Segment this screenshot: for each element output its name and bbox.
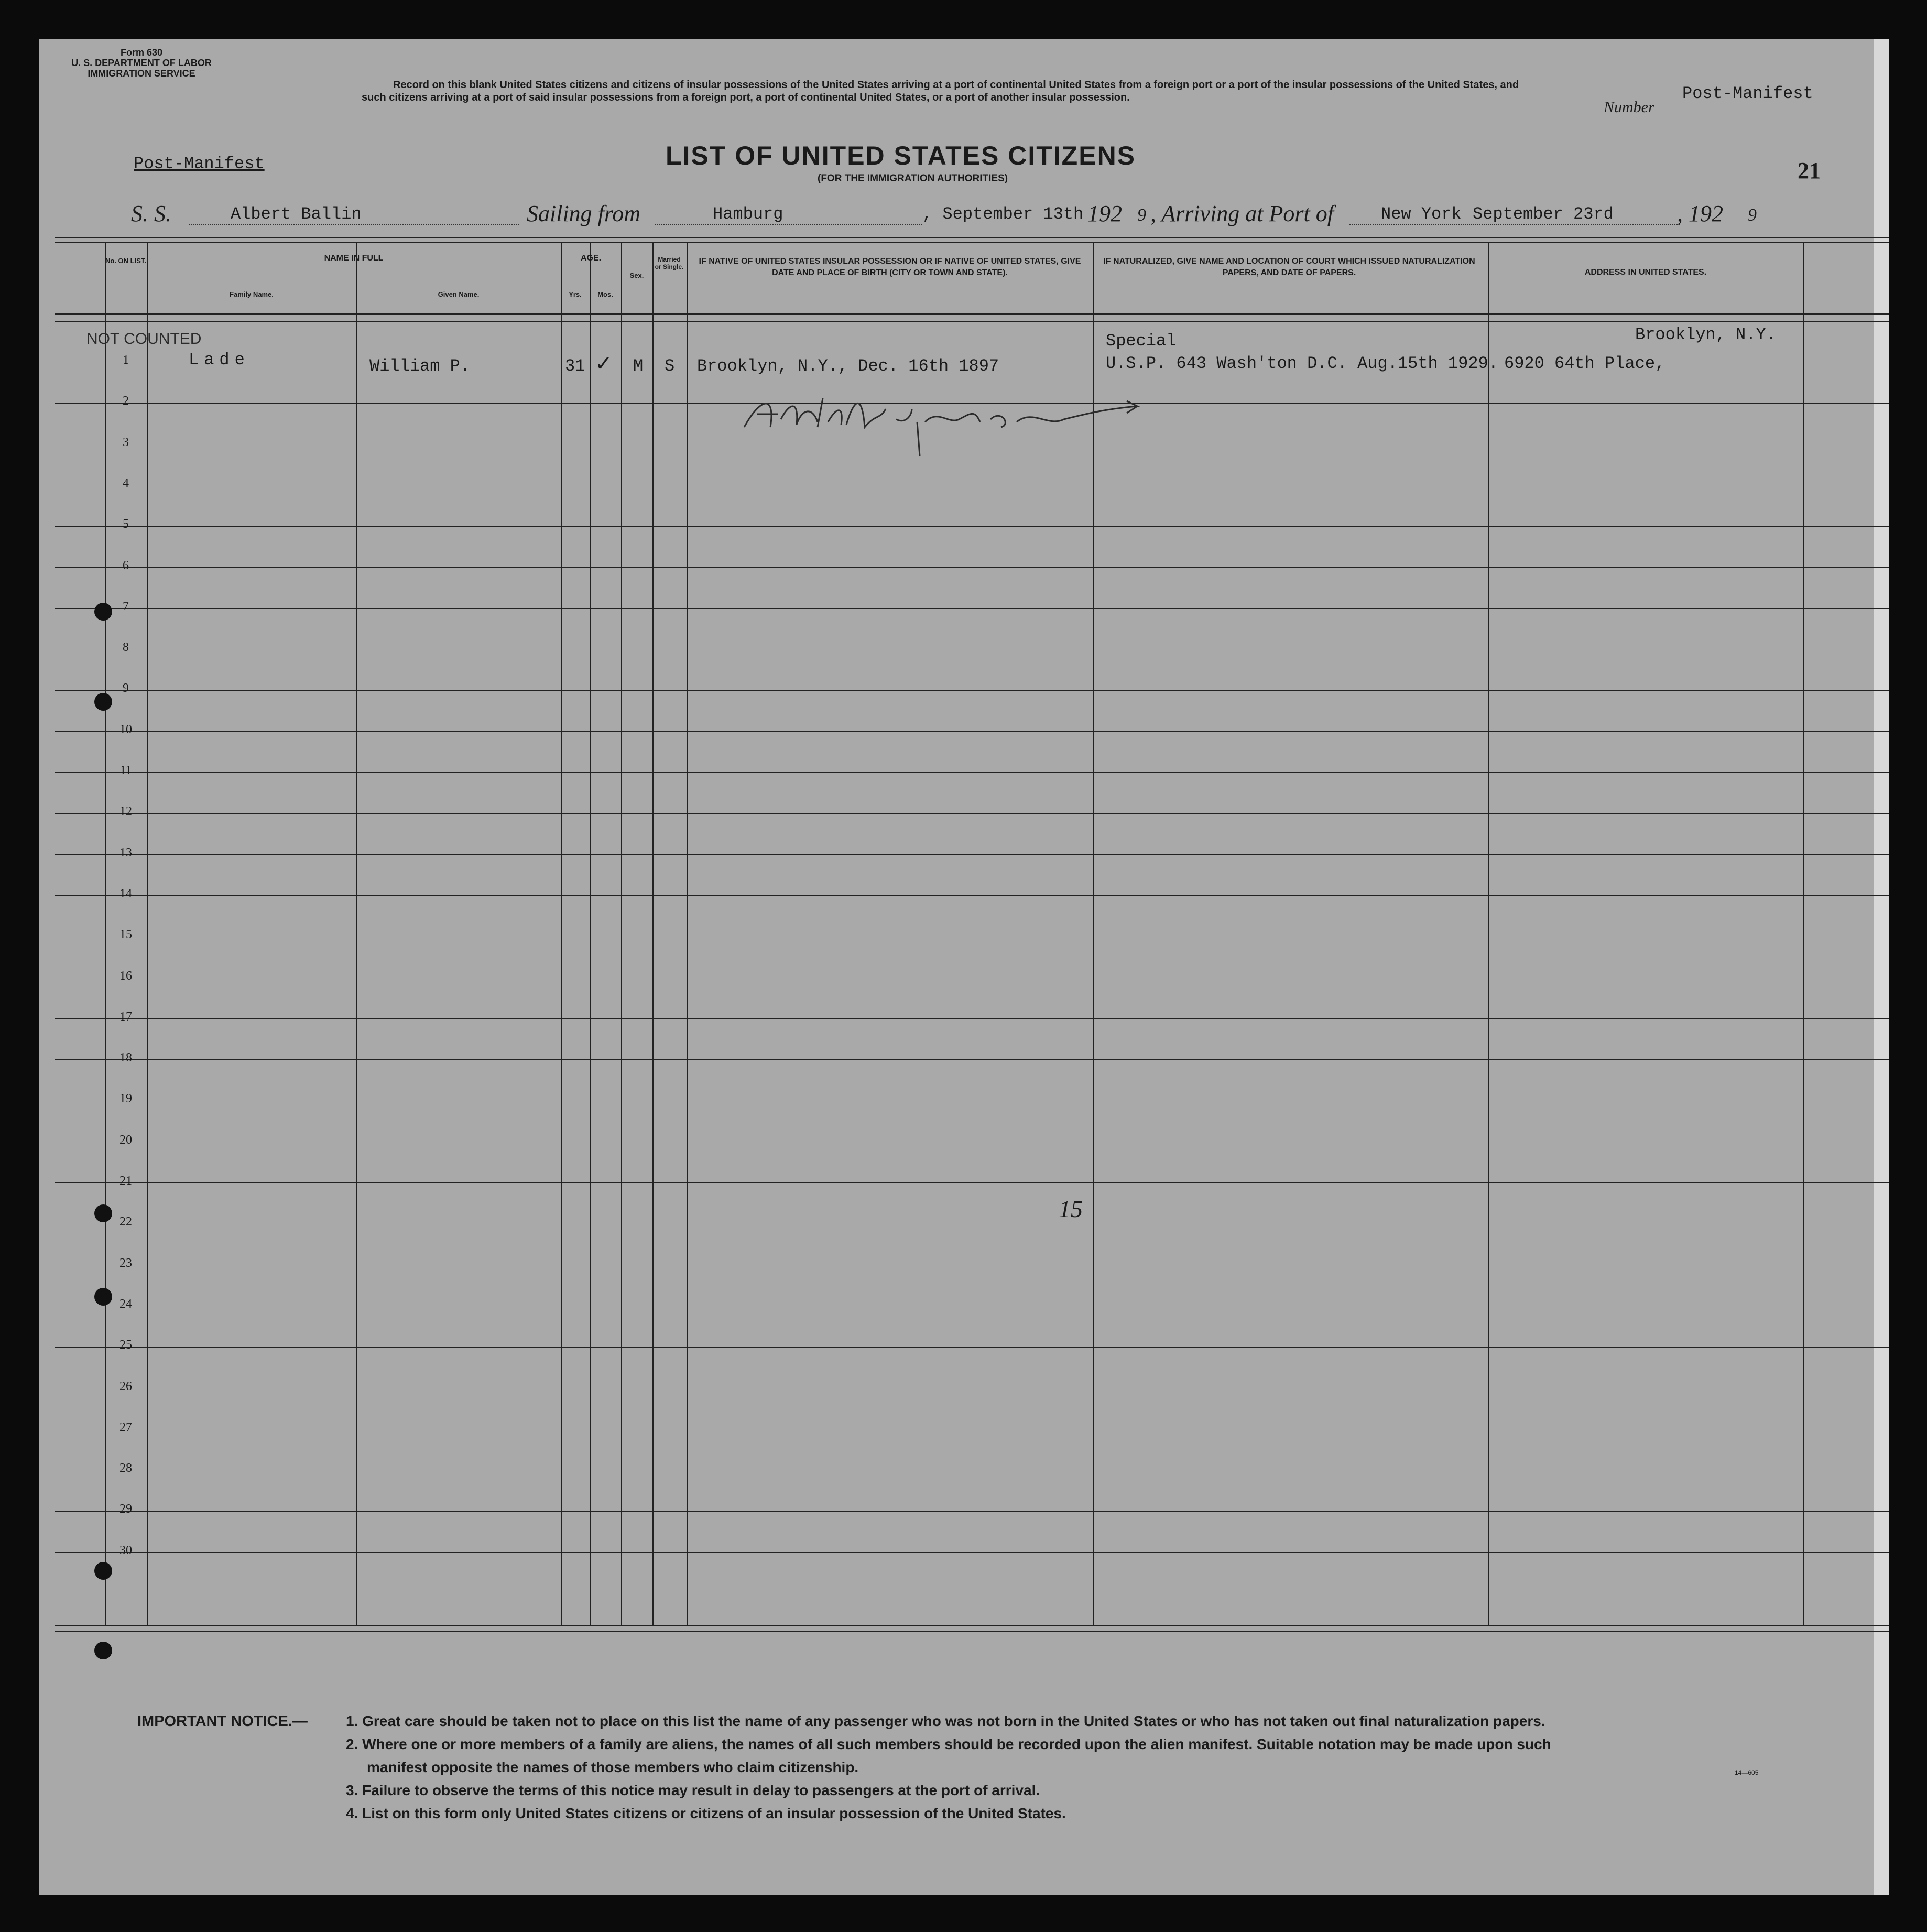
entry-age-years: 31 [565,356,585,376]
row-rule [55,813,1889,814]
header-yrs: Yrs. [569,290,582,298]
arrival-date: September 23rd [1473,204,1614,224]
row-number: 1 [123,353,129,367]
column-rule [1803,242,1804,1625]
row-rule [55,1018,1889,1019]
header-bottom-rule-inner [55,321,1889,322]
row-number: 13 [119,846,132,860]
header-address: ADDRESS IN UNITED STATES. [1584,268,1707,277]
header-family-name: Family Name. [230,290,274,298]
row-rule [55,1182,1889,1183]
header-sex: Sex. [629,272,644,279]
row-number: 25 [119,1338,132,1352]
signature-text: A Hibley · Insp 9th av [749,455,813,463]
year-prefix-2: , 192 [1677,201,1723,226]
entry-birth: Brooklyn, N.Y., Dec. 16th 1897 [697,356,999,376]
page-subtitle: (FOR THE IMMIGRATION AUTHORITIES) [818,173,1008,184]
manifest-sheet [39,39,1884,1895]
column-rule [687,242,688,1625]
row-rule [55,854,1889,855]
row-number: 10 [119,723,132,736]
service-name: IMMIGRATION SERVICE [88,68,195,79]
arrival-port: New York [1381,204,1462,224]
year-digit-1: 9 [1137,205,1146,225]
form-instructions: Record on this blank United States citizens and citizens of insular possessions of the United States arriving at a port of continental United States from a foreign port or a port of the insular possessions of the United States, and such citizens arriving at a port of said insular possessions from a foreign port, a port of continental United States, or a port of another insular possession. [362,79,1519,103]
sailing-from-label: Sailing from [527,201,641,226]
punch-hole [94,1288,112,1306]
row-number: 18 [119,1051,132,1065]
entry-address-line2: 6920 64th Place, [1504,354,1665,373]
row-number: 26 [119,1380,132,1393]
header-name-in-full: NAME IN FULL [324,254,384,263]
table-bottom-rule [55,1625,1889,1626]
row-number: 2 [123,394,129,408]
row-rule [55,608,1889,609]
row-rule [55,731,1889,732]
row-number: 27 [119,1420,132,1434]
punch-hole [94,603,112,621]
row-number: 24 [119,1297,132,1311]
row-rule [55,567,1889,568]
notice-item-2-cont: manifest opposite the names of those members who claim citizenship. [367,1759,859,1775]
notice-heading: IMPORTANT NOTICE.— [137,1713,308,1730]
table-top-rule-inner [55,242,1889,243]
table-bottom-rule-inner [55,1631,1889,1632]
not-counted-stamp: NOT COUNTED [86,330,202,348]
column-rule [561,242,562,1625]
row-number: 5 [123,517,129,531]
margin-number: 15 [1059,1196,1083,1222]
page-title: LIST OF UNITED STATES CITIZENS [666,141,1136,170]
arrival-underline [1349,224,1680,225]
row-number: 12 [119,805,132,818]
page-number: 21 [1798,158,1821,183]
inspector-signature [739,377,1148,466]
column-rule [652,242,654,1625]
row-number: 30 [119,1544,132,1557]
ship-underline [189,224,519,225]
punch-hole [94,1204,112,1222]
entry-age-check: ✓ [595,352,613,375]
row-number: 6 [123,559,129,572]
row-rule [55,1552,1889,1553]
departure-underline [655,224,922,225]
notice-item-3: 3. Failure to observe the terms of this notice may result in delay to passengers at the port of arrival. [346,1782,1040,1798]
row-rule [55,1511,1889,1512]
row-number: 14 [119,887,132,900]
header-native-birth: IF NATIVE OF UNITED STATES INSULAR POSSESSION OR IF NATIVE OF UNITED STATES, GIVE DATE AND PLACE OF BIRTH (CITY OR TOWN AND STATE). [699,257,1081,277]
header-no-on-list: No. ON LIST. [105,257,146,265]
number-value: Post-Manifest [1682,84,1813,103]
entry-naturalized-line2: U.S.P. 643 Wash'ton D.C. Aug.15th 1929. [1106,354,1498,373]
column-rule [590,242,591,1625]
number-label: Number [1604,99,1654,116]
notice-item-4: 4. List on this form only United States citizens or citizens of an insular possession of the United States. [346,1805,1066,1821]
table-top-rule [55,237,1889,238]
department-name: U. S. DEPARTMENT OF LABOR [71,58,212,68]
punch-hole [94,693,112,711]
notice-item-2: 2. Where one or more members of a family are aliens, the names of all such members should be recorded upon the alien manifest. Suitable notation may be made upon such [346,1736,1551,1752]
form-identifier [68,47,215,79]
row-number: 3 [123,436,129,449]
entry-sex: M [633,356,644,376]
row-number: 8 [123,641,129,654]
row-number: 7 [123,600,129,613]
row-number: 23 [119,1256,132,1270]
entry-married-single: S [665,356,675,376]
row-rule [55,772,1889,773]
header-bottom-rule [55,313,1889,315]
row-number: 29 [119,1502,132,1516]
year-prefix-1: 192 [1087,201,1122,226]
header-married-single: Married or Single. [655,256,684,270]
header-given-name: Given Name. [438,290,480,298]
ss-label: S. S. [131,201,171,226]
row-rule [55,690,1889,691]
row-number: 15 [119,928,132,941]
departure-port: Hamburg [713,204,783,224]
column-rule [1488,242,1489,1625]
entry-family-name: Lade [189,350,250,370]
notice-item-1: 1. Great care should be taken not to place on this list the name of any passenger who was not born in the United States or who has not taken out final naturalization papers. [346,1713,1545,1729]
row-number: 11 [119,764,132,777]
year-digit-2: 9 [1748,205,1757,225]
row-number: 17 [119,1010,132,1024]
arriving-label: , Arriving at Port of [1150,201,1334,226]
row-number: 9 [123,681,129,695]
post-manifest-annotation: Post-Manifest [134,154,265,173]
row-number: 16 [119,969,132,983]
row-number: 21 [119,1174,132,1188]
header-age: AGE. [580,254,602,263]
row-rule [55,895,1889,896]
column-rule [621,242,622,1625]
column-rule [356,242,357,1625]
form-number: Form 630 [120,47,163,58]
row-number: 22 [119,1215,132,1229]
sailing-date: , September 13th [922,204,1084,224]
entry-address-line1: Brooklyn, N.Y. [1635,325,1776,344]
row-rule [55,526,1889,527]
sheet-edge [1874,39,1889,1895]
ship-name: Albert Ballin [231,204,362,224]
row-rule [55,1347,1889,1348]
entry-given-name: William P. [369,356,471,376]
row-number: 28 [119,1461,132,1475]
row-number: 4 [123,476,129,490]
header-mos: Mos. [597,290,613,298]
entry-naturalized-line1: Special [1106,331,1177,351]
punch-hole [94,1562,112,1580]
row-number: 20 [119,1133,132,1147]
header-naturalized: IF NATURALIZED, GIVE NAME AND LOCATION OF COURT WHICH ISSUED NATURALIZATION PAPERS, AND DATE OF PAPERS. [1103,257,1475,277]
print-code: 14—605 [1735,1769,1759,1776]
column-rule [147,242,148,1625]
row-rule [55,1059,1889,1060]
punch-hole [94,1642,112,1659]
row-number: 19 [119,1092,132,1105]
